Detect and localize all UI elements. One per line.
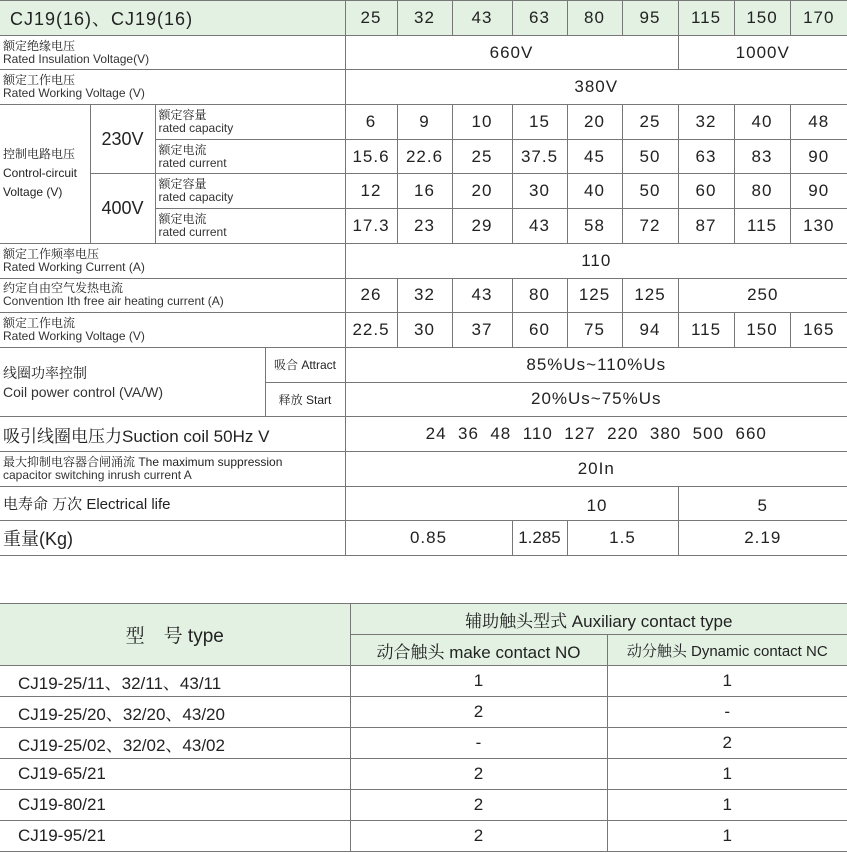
row-label: 最大抑制电容器合闸涌流 The maximum suppression capacitor switching inrush current A <box>0 451 345 486</box>
insulation-row <box>0 35 847 70</box>
suction-coil-row <box>0 417 847 452</box>
value-cell: 40 <box>567 174 622 209</box>
model-cell: CJ19-80/21 <box>0 790 350 821</box>
voltage-230-label: 230V <box>90 105 155 174</box>
value-cell: 50 <box>622 139 678 174</box>
no-cell: 2 <box>350 759 607 790</box>
rating-cell: 150 <box>734 1 790 36</box>
value-cell: 48 <box>790 105 847 140</box>
value-cell: 115 <box>734 209 790 244</box>
model-cell: CJ19-65/21 <box>0 759 350 790</box>
row-label: 重量(Kg) <box>0 521 345 556</box>
row-label: 吸引线圈电压力Suction coil 50Hz V <box>0 417 345 452</box>
value-cell: 15 <box>512 105 567 140</box>
value-cell: 50 <box>622 174 678 209</box>
nc-cell: 1 <box>607 666 847 697</box>
value-cell: 1.5 <box>567 521 678 556</box>
aux-group-header: 辅助触头型式 Auxiliary contact type <box>350 604 847 635</box>
control-circuit-label: 控制电路电压 Control-circuit Voltage (V) <box>0 105 90 244</box>
model-cell: CJ19-95/21 <box>0 821 350 852</box>
no-header: 动合触头 make contact NO <box>350 635 607 666</box>
nc-cell: 1 <box>607 821 847 852</box>
value-cell: 6 <box>345 105 397 140</box>
value-cell: 63 <box>678 139 734 174</box>
model-header: CJ19(16)、CJ19(16) <box>0 1 345 36</box>
value-cell: 16 <box>397 174 452 209</box>
value-cell: 83 <box>734 139 790 174</box>
value-cell: 10 <box>345 486 678 521</box>
value-cell: 110 <box>345 243 847 278</box>
value-cell: 26 <box>345 278 397 313</box>
value-cell: 15.6 <box>345 139 397 174</box>
value-cell: 60 <box>678 174 734 209</box>
value-cell: 125 <box>567 278 622 313</box>
value-cell: 20%Us~75%Us <box>345 382 847 417</box>
value-cell: 80 <box>734 174 790 209</box>
table-row <box>0 666 847 697</box>
value-cell: 32 <box>678 105 734 140</box>
electrical-life-row <box>0 486 847 521</box>
rating-cell: 80 <box>567 1 622 36</box>
value-cell: 43 <box>512 209 567 244</box>
value-cell: 75 <box>567 313 622 348</box>
row-label: 额定绝缘电压 Rated Insulation Voltage(V) <box>0 35 345 70</box>
rating-cell: 170 <box>790 1 847 36</box>
nc-header: 动分触头 Dynamic contact NC <box>607 635 847 666</box>
value-cell: 9 <box>397 105 452 140</box>
no-cell: 2 <box>350 790 607 821</box>
nc-cell: 1 <box>607 790 847 821</box>
value-cell: 87 <box>678 209 734 244</box>
value-cell: 72 <box>622 209 678 244</box>
nc-cell: - <box>607 697 847 728</box>
value-cell: 25 <box>622 105 678 140</box>
value-cell: 90 <box>790 139 847 174</box>
row-label: 额定工作电流 Rated Working Voltage (V) <box>0 313 345 348</box>
value-cell: 43 <box>452 278 512 313</box>
table-row <box>0 697 847 728</box>
rating-cell: 32 <box>397 1 452 36</box>
model-cell: CJ19-25/20、32/20、43/20 <box>0 697 350 728</box>
value-cell: 20In <box>345 451 847 486</box>
value-cell: 85%Us~110%Us <box>345 347 847 382</box>
model-cell: CJ19-25/02、32/02、43/02 <box>0 728 350 759</box>
value-cell: 250 <box>678 278 847 313</box>
rating-cell: 63 <box>512 1 567 36</box>
value-cell: 150 <box>734 313 790 348</box>
voltage-400-label: 400V <box>90 174 155 243</box>
value-cell: 12 <box>345 174 397 209</box>
nc-cell: 1 <box>607 759 847 790</box>
no-cell: 1 <box>350 666 607 697</box>
value-cell: 20 <box>452 174 512 209</box>
rating-cell: 43 <box>452 1 512 36</box>
sub-label: 额定容量 rated capacity <box>155 105 345 140</box>
table-row <box>0 821 847 852</box>
nc-cell: 2 <box>607 728 847 759</box>
value-cell: 5 <box>678 486 847 521</box>
value-cell: 94 <box>622 313 678 348</box>
value-cell: 10 <box>452 105 512 140</box>
value-cell: 32 <box>397 278 452 313</box>
control-400-capacity-row <box>0 174 847 209</box>
max-suppression-row <box>0 451 847 486</box>
attract-label: 吸合 Attract <box>265 347 345 382</box>
working-current-row <box>0 313 847 348</box>
table-row <box>0 759 847 790</box>
rating-cell: 115 <box>678 1 734 36</box>
coil-power-label: 线圈功率控制 Coil power control (VA/W) <box>0 347 265 416</box>
working-voltage-row <box>0 70 847 105</box>
value-cell: 30 <box>512 174 567 209</box>
row-label: 电寿命 万次 Electrical life <box>0 486 345 521</box>
sub-label: 额定电流 rated current <box>155 139 345 174</box>
aux-header-row <box>0 604 847 635</box>
value-cell: 23 <box>397 209 452 244</box>
type-header: 型 号 type <box>0 604 350 666</box>
value-cell: 2.19 <box>678 521 847 556</box>
value-cell: 80 <box>512 278 567 313</box>
weight-row <box>0 521 847 556</box>
value-cell: 1.285 <box>512 521 567 556</box>
rating-cell: 25 <box>345 1 397 36</box>
value-cell: 37.5 <box>512 139 567 174</box>
value-cell: 60 <box>512 313 567 348</box>
sub-label: 额定容量 rated capacity <box>155 174 345 209</box>
value-cell: 40 <box>734 105 790 140</box>
value-cell: 0.85 <box>345 521 512 556</box>
value-cell: 165 <box>790 313 847 348</box>
value-cell: 24 36 48 110 127 220 380 500 660 <box>345 417 847 452</box>
rating-cell: 95 <box>622 1 678 36</box>
coil-attract-row <box>0 347 847 382</box>
header-row <box>0 1 847 36</box>
value-cell: 380V <box>345 70 847 105</box>
value-cell: 25 <box>452 139 512 174</box>
row-label: 额定工作电压 Rated Working Voltage (V) <box>0 70 345 105</box>
value-cell: 90 <box>790 174 847 209</box>
value-cell: 115 <box>678 313 734 348</box>
value-cell: 20 <box>567 105 622 140</box>
auxiliary-contact-table <box>0 603 847 852</box>
model-cell: CJ19-25/11、32/11、43/11 <box>0 666 350 697</box>
no-cell: 2 <box>350 821 607 852</box>
value-cell: 17.3 <box>345 209 397 244</box>
table-row <box>0 790 847 821</box>
start-label: 释放 Start <box>265 382 345 417</box>
value-cell: 22.5 <box>345 313 397 348</box>
value-cell: 45 <box>567 139 622 174</box>
sub-label: 额定电流 rated current <box>155 209 345 244</box>
value-cell: 130 <box>790 209 847 244</box>
value-cell: 660V <box>345 35 678 70</box>
value-cell: 22.6 <box>397 139 452 174</box>
no-cell: - <box>350 728 607 759</box>
value-cell: 58 <box>567 209 622 244</box>
control-230-capacity-row <box>0 105 847 140</box>
table-row <box>0 728 847 759</box>
value-cell: 30 <box>397 313 452 348</box>
value-cell: 29 <box>452 209 512 244</box>
no-cell: 2 <box>350 697 607 728</box>
frequency-voltage-row <box>0 243 847 278</box>
conventional-current-row <box>0 278 847 313</box>
row-label: 约定自由空气发热电流 Convention Ith free air heating current (A) <box>0 278 345 313</box>
value-cell: 37 <box>452 313 512 348</box>
value-cell: 1000V <box>678 35 847 70</box>
row-label: 额定工作频率电压 Rated Working Current (A) <box>0 243 345 278</box>
value-cell: 125 <box>622 278 678 313</box>
